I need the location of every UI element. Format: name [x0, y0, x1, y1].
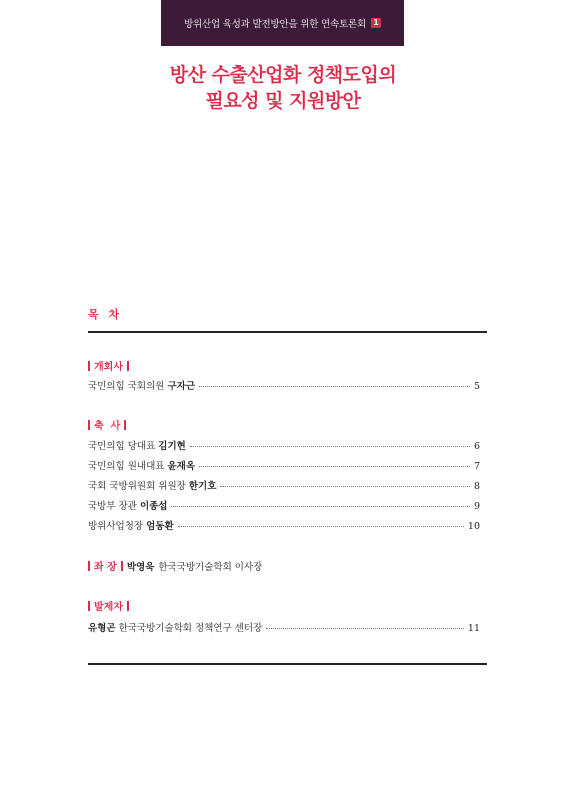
leader-dots — [266, 628, 464, 629]
section-heading-label: 좌 장 — [94, 562, 117, 573]
series-header — [161, 0, 404, 46]
leader-dots — [178, 526, 464, 527]
entry-page: 11 — [467, 623, 480, 634]
entry-page: 9 — [473, 501, 480, 512]
bar-icon — [88, 601, 90, 611]
chair-role: 한국국방기술학회 이사장 — [158, 561, 263, 573]
bar-icon — [121, 561, 123, 571]
section-heading-label: 발제자 — [94, 602, 123, 613]
bar-icon — [88, 420, 90, 430]
entry-role: 국회 국방위원회 위원장 — [88, 481, 186, 492]
entry-page: 8 — [473, 481, 480, 492]
bar-icon — [88, 361, 90, 371]
toc-label: 목 차 — [88, 308, 123, 321]
leader-dots — [171, 506, 469, 507]
toc-entry[interactable] — [88, 518, 480, 532]
entry-page: 5 — [473, 381, 480, 392]
section-opening-heading — [88, 358, 129, 373]
title-line-1: 방산 수출산업화 정책도입의 — [169, 64, 397, 86]
leader-dots — [199, 466, 470, 467]
series-number-badge: 1 — [371, 18, 381, 28]
chair-name: 박영욱 — [126, 561, 155, 573]
section-congrats-heading — [88, 417, 126, 432]
entry-name: 이종섭 — [139, 501, 168, 512]
section-heading-label: 축 사 — [94, 421, 121, 432]
leader-dots — [190, 446, 470, 447]
title-line-2: 필요성 및 지원방안 — [205, 90, 361, 112]
section-presenter-heading — [88, 598, 129, 613]
section-chair-heading — [88, 558, 262, 573]
section-heading-label: 개회사 — [94, 362, 123, 373]
leader-dots — [199, 386, 470, 387]
bar-icon — [88, 561, 90, 571]
entry-role: 국방부 장관 — [88, 501, 137, 512]
toc-entry[interactable] — [88, 458, 480, 472]
entry-role: 국민의힘 당대표 — [88, 441, 156, 452]
entry-page: 7 — [473, 461, 480, 472]
bar-icon — [124, 420, 126, 430]
entry-name: 구자근 — [167, 381, 195, 392]
page-title — [0, 62, 566, 114]
toc-entry[interactable] — [88, 478, 480, 492]
entry-role: 방위사업청장 — [88, 521, 144, 532]
toc-entry[interactable] — [88, 620, 480, 634]
entry-role: 국민의힘 국회의원 — [88, 381, 165, 392]
toc-entry[interactable] — [88, 378, 480, 392]
series-title: 방위산업 육성과 발전방안을 위한 연속토론회 — [184, 19, 366, 30]
entry-name: 엄동환 — [146, 521, 174, 532]
entry-page: 10 — [467, 521, 480, 532]
entry-page: 6 — [473, 441, 480, 452]
entry-name: 유형곤 — [88, 623, 116, 634]
toc-entry[interactable] — [88, 438, 480, 452]
toc-bottom-rule — [88, 663, 487, 665]
toc-entry[interactable] — [88, 498, 480, 512]
toc-top-rule — [88, 331, 487, 333]
entry-role: 국민의힘 원내대표 — [88, 461, 165, 472]
entry-role: 한국국방기술학회 정책연구 센터장 — [118, 623, 263, 634]
leader-dots — [220, 486, 470, 487]
bar-icon — [127, 361, 129, 371]
entry-name: 김기현 — [158, 441, 186, 452]
entry-name: 한기호 — [188, 481, 217, 492]
entry-name: 윤재옥 — [167, 461, 195, 472]
bar-icon — [127, 601, 129, 611]
